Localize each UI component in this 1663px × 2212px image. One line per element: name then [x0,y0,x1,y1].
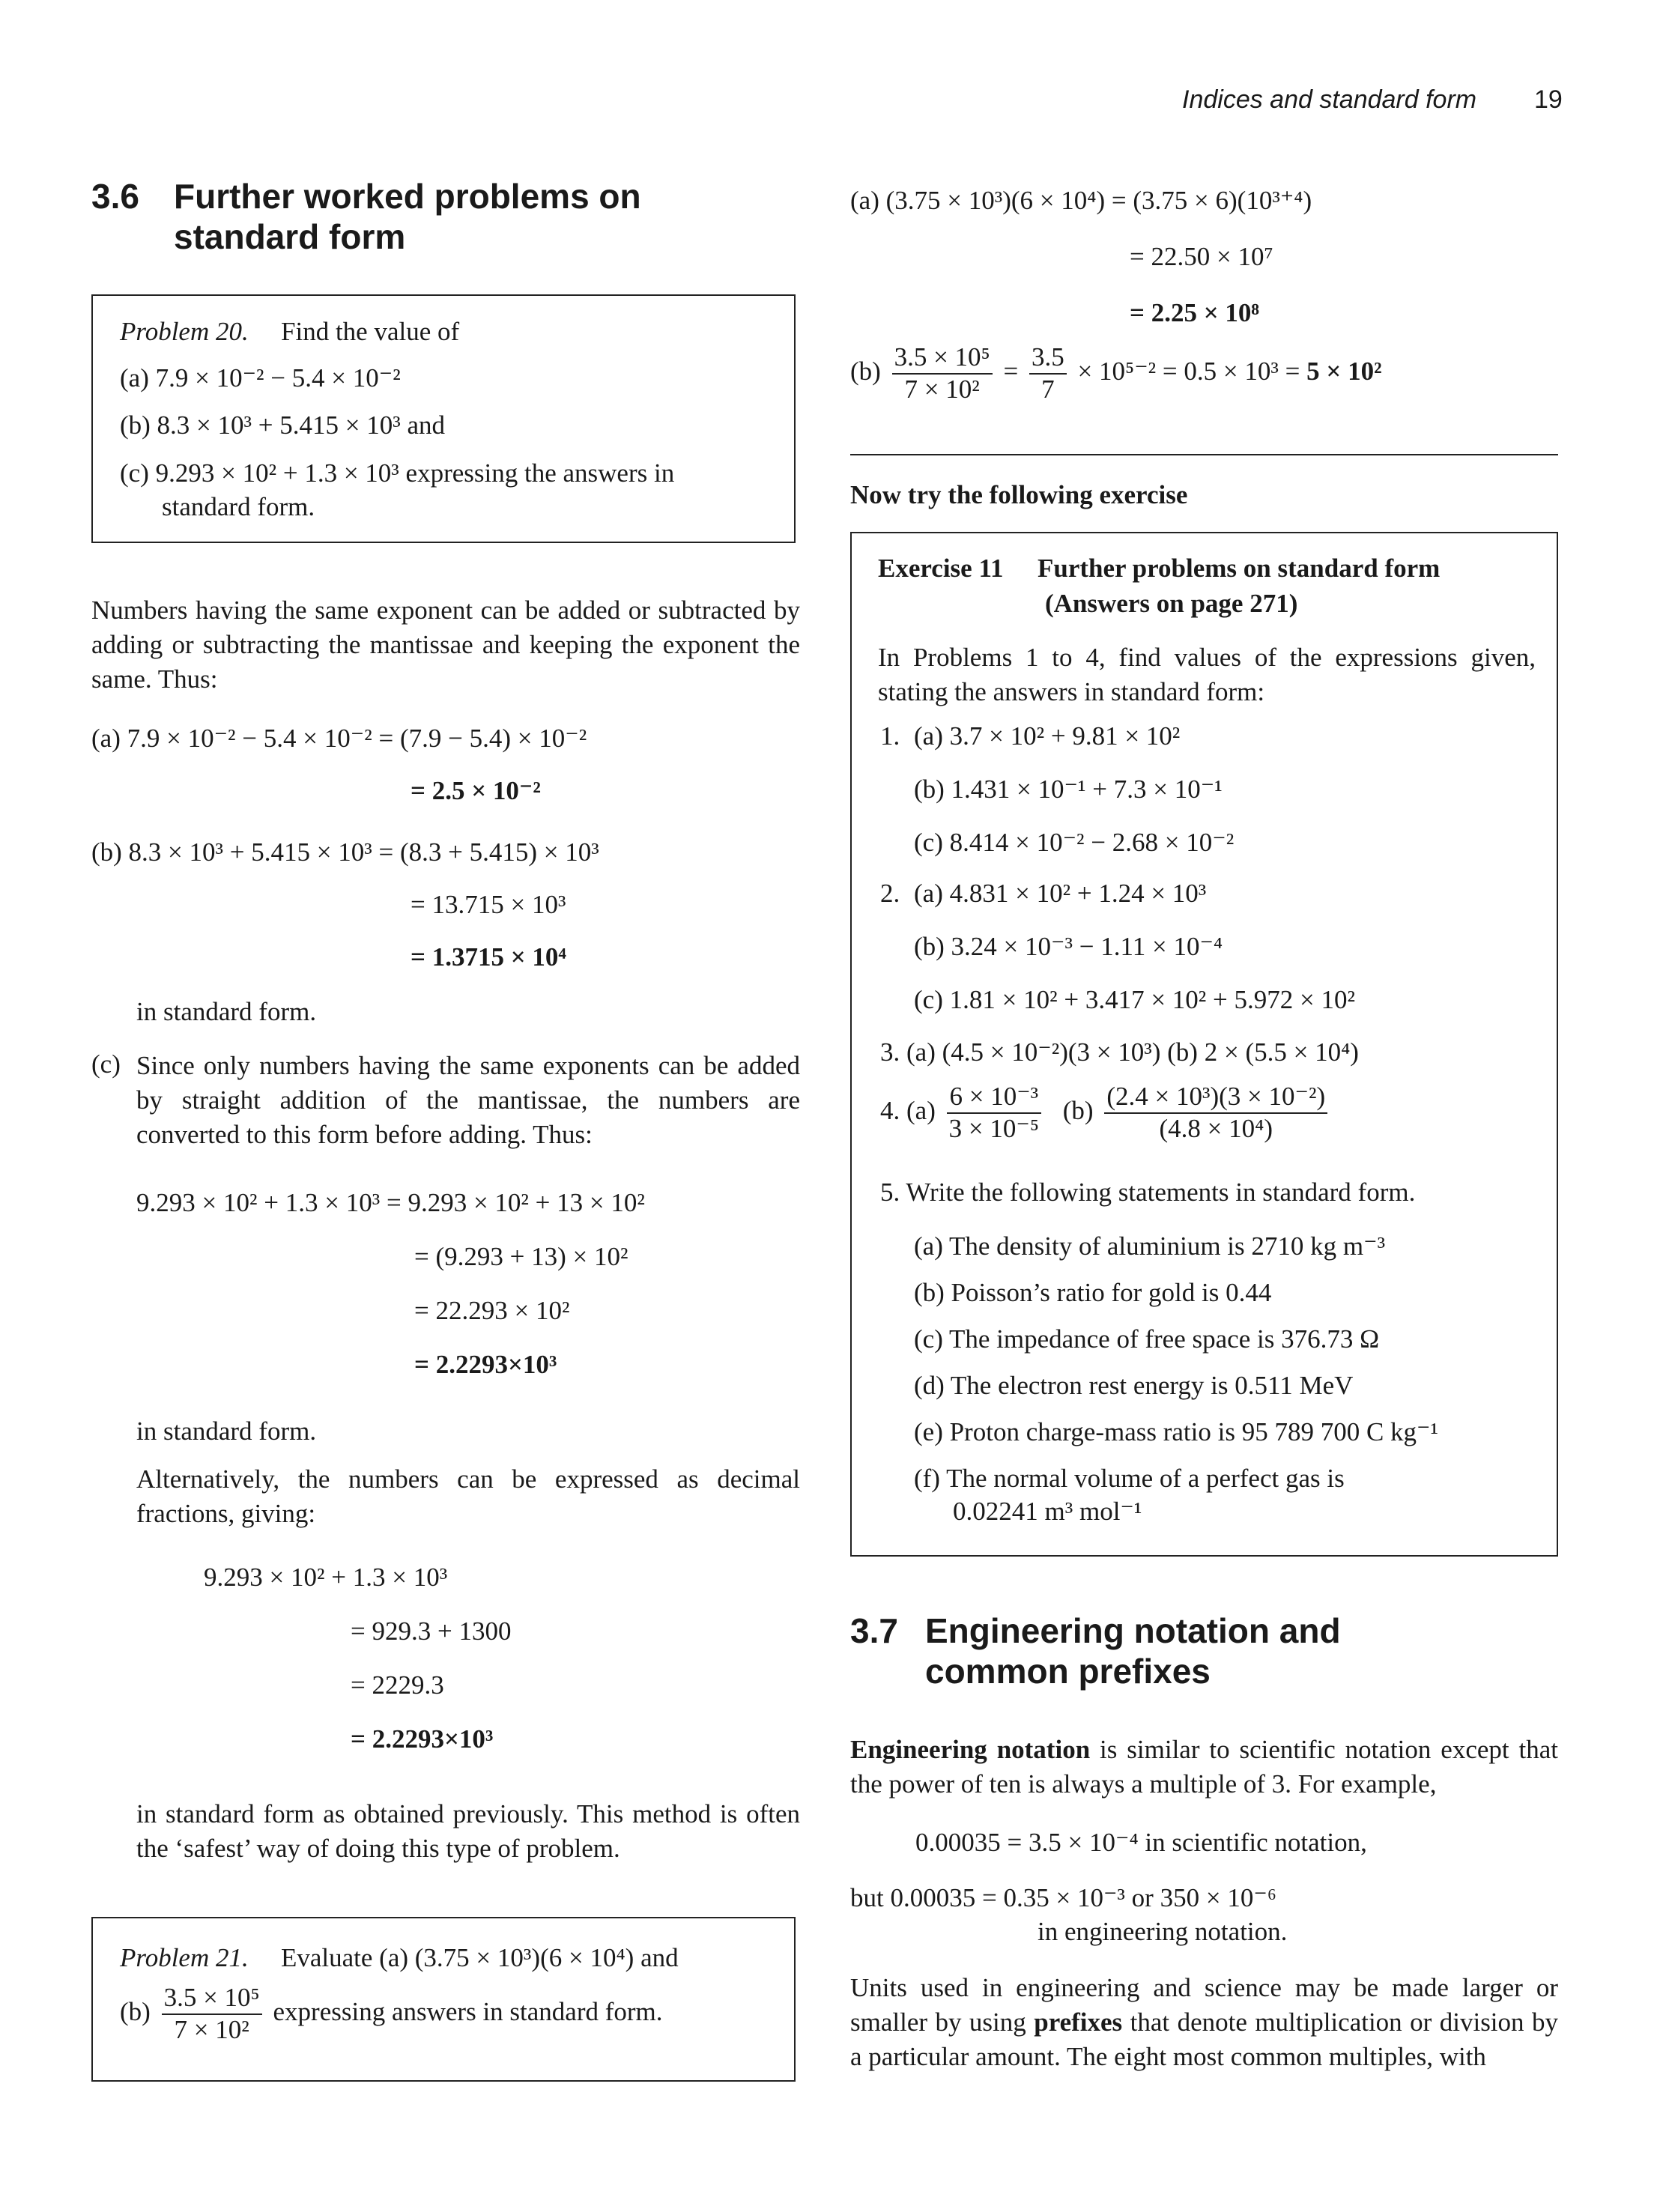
problem-21-b-fraction [162,1984,262,2044]
engineering-notation-text: is similar to scientific notation except that the power of ten is always a multiple of 3. For example, [850,1735,1558,1799]
solution-20-alt-line2: = 929.3 + 1300 [351,1616,512,1646]
exercise-11-label: Exercise 11 [878,554,1004,583]
problem-20-label: Problem 20. [120,317,249,346]
q4-a-fraction [947,1083,1041,1143]
q3: 3. (a) (4.5 × 10⁻²)(3 × 10³) (b) 2 × (5.5 × 10⁴) [880,1037,1359,1067]
q5-part-f-line2: 0.02241 m³ mol⁻¹ [953,1497,1142,1526]
solution-21-b-equals: = [1003,356,1019,386]
solution-20-alt-text: Alternatively, the numbers can be expressed as decimal fractions, giving: [136,1464,800,1529]
engineering-example-2-note: in engineering notation. [1038,1917,1288,1946]
solution-20-b-line1: (b) 8.3 × 10³ + 5.415 × 10³ = (8.3 + 5.415) × 10³ [91,837,599,867]
q5-part-a: (a) The density of aluminium is 2710 kg m⁻³ [914,1231,1386,1261]
problem-21-prompt: Evaluate (a) (3.75 × 10³)(6 × 10⁴) and [281,1943,679,1972]
divider-rule [850,454,1558,455]
solution-21-b-numerator1: 3.5 × 10⁵ [892,344,993,375]
q4-label-b: (b) [1062,1095,1094,1125]
solution-20-alt-answer: = 2.2293×10³ [351,1724,494,1754]
solution-21-a-line1: (a) (3.75 × 10³)(6 × 10⁴) = (3.75 × 6)(10³⁺⁴) [850,186,1312,215]
problem-20-part-a: (a) 7.9 × 10⁻² − 5.4 × 10⁻² [120,363,401,393]
problem-20-part-c-line1: (c) 9.293 × 10² + 1.3 × 10³ expressing the answers in [120,458,675,488]
solution-20-b-note: in standard form. [136,997,317,1026]
q5-part-f-line1: (f) The normal volume of a perfect gas is [914,1464,1345,1493]
q4-a-numerator: 6 × 10⁻³ [947,1083,1041,1114]
q5-part-d: (d) The electron rest energy is 0.511 MeV [914,1371,1354,1400]
solution-20-b-answer: = 1.3715 × 10⁴ [411,942,566,972]
engineering-notation-paragraph [850,1733,1558,1802]
solution-20-alt-line1: 9.293 × 10² + 1.3 × 10³ [204,1563,448,1592]
q5: 5. Write the following statements in standard form. [880,1178,1416,1207]
problem-21-b-denominator: 7 × 10² [174,2014,249,2044]
q5-part-b: (b) Poisson’s ratio for gold is 0.44 [914,1278,1272,1307]
problem-21-b-numerator: 3.5 × 10⁵ [162,1984,262,2015]
solution-20-c-text: Since only numbers having the same exponents can be added by straight addition of the mantissae, the numbers are converted to this form before adding. Thus: [136,1051,800,1150]
q1-number: 1. [880,721,900,751]
q2-part-c: (c) 1.81 × 10² + 3.417 × 10² + 5.972 × 10² [914,985,1356,1014]
section-3-6-title-line2: standard form [174,217,406,256]
q1-part-a: (a) 3.7 × 10² + 9.81 × 10² [914,721,1181,751]
solution-20-alt-line3: = 2229.3 [351,1670,444,1700]
solution-21-a-answer: = 2.25 × 10⁸ [1130,298,1259,327]
q2-part-a: (a) 4.831 × 10² + 1.24 × 10³ [914,879,1207,908]
solution-21-b-rest: × 10⁵⁻² = 0.5 × 10³ = [1077,356,1300,386]
q5-part-e: (e) Proton charge-mass ratio is 95 789 700 C kg⁻¹ [914,1417,1439,1446]
q2-part-b: (b) 3.24 × 10⁻³ − 1.11 × 10⁻⁴ [914,932,1223,961]
section-3-6-number: 3.6 [91,177,139,216]
engineering-notation-term: Engineering notation [850,1735,1091,1764]
section-3-7-number: 3.7 [850,1611,898,1650]
solution-21-b-fraction2 [1029,344,1067,404]
engineering-example-1: 0.00035 = 3.5 × 10⁻⁴ in scientific notation, [915,1828,1367,1857]
section-3-7-title-line1: Engineering notation and [925,1611,1341,1650]
solution-20-c-line2: = (9.293 + 13) × 10² [414,1242,628,1271]
problem-20-part-b: (b) 8.3 × 10³ + 5.415 × 10³ and [120,410,446,440]
solution-21-b-denominator2: 7 [1041,374,1055,404]
exercise-11-answers-ref: (Answers on page 271) [1045,589,1298,618]
q1-part-c: (c) 8.414 × 10⁻² − 2.68 × 10⁻² [914,828,1235,857]
solution-21-b-denominator1: 7 × 10² [904,374,980,404]
now-try-heading: Now try the following exercise [850,480,1188,509]
solution-21-b-label: (b) [850,356,881,386]
intro-paragraph: Numbers having the same exponent can be added or subtracted by adding or subtracting the mantissae and keeping the exponent the same. Thus: [91,596,800,694]
solution-21-b-fraction1 [892,344,993,404]
prefixes-term: prefixes [1034,2008,1123,2037]
prefixes-text-start: Units used in engineering and science may be made larger or smaller by using [850,1973,1558,2037]
solution-21-b-numerator2: 3.5 [1029,344,1067,375]
engineering-example-2: but 0.00035 = 0.35 × 10⁻³ or 350 × 10⁻⁶ [850,1883,1276,1912]
q4-label-a: 4. (a) [880,1095,936,1125]
problem-20-prompt: Find the value of [281,317,460,346]
solution-21-b [850,344,1382,404]
exercise-11-instruction: In Problems 1 to 4, find values of the expressions given, stating the answers in standard form: [878,643,1536,707]
exercise-11-title: Further problems on standard form [1038,554,1441,583]
prefixes-paragraph [850,1971,1558,2075]
running-title: Indices and standard form [1182,85,1477,114]
section-3-7-title-line2: common prefixes [925,1652,1211,1691]
section-3-6-title-line1: Further worked problems on [174,177,641,216]
q5-part-c: (c) The impedance of free space is 376.73 Ω [914,1324,1380,1354]
problem-21-b-text: expressing answers in standard form. [273,1996,663,2026]
solution-20-a-line1: (a) 7.9 × 10⁻² − 5.4 × 10⁻² = (7.9 − 5.4) × 10⁻² [91,724,587,753]
q4-b-fraction [1104,1083,1327,1143]
q2-number: 2. [880,879,900,908]
q4-a-denominator: 3 × 10⁻⁵ [948,1113,1040,1143]
solution-20-c-answer: = 2.2293×10³ [414,1350,557,1379]
problem-21-label: Problem 21. [120,1943,249,1972]
solution-21-b-answer: 5 × 10² [1306,356,1382,386]
problem-20-part-c-line2: standard form. [162,492,315,521]
solution-20-a-answer: = 2.5 × 10⁻² [411,776,541,805]
q1-part-b: (b) 1.431 × 10⁻¹ + 7.3 × 10⁻¹ [914,775,1223,804]
solution-20-c-line3: = 22.293 × 10² [414,1296,570,1325]
prefixes-text-end: that denote multiplication or division by a particular amount. The eight most common multiples, with [850,2008,1558,2072]
solution-20-c-note: in standard form. [136,1416,317,1446]
solution-21-a-line2: = 22.50 × 10⁷ [1130,242,1273,271]
q4-b-numerator: (2.4 × 10³)(3 × 10⁻²) [1104,1083,1327,1114]
q4-b-denominator: (4.8 × 10⁴) [1159,1113,1273,1143]
problem-21-b-label: (b) [120,1996,151,2026]
solution-20-closing: in standard form as obtained previously. This method is often the ‘safest’ way of doing this type of problem. [136,1799,800,1864]
problem-21-part-b [120,1984,663,2044]
solution-20-c-line1: 9.293 × 10² + 1.3 × 10³ = 9.293 × 10² + 13 × 10² [136,1188,645,1217]
q4 [880,1083,1332,1143]
solution-20-b-line2: = 13.715 × 10³ [411,890,566,919]
solution-20-c-label: (c) [91,1049,121,1079]
page-number: 19 [1534,85,1563,114]
